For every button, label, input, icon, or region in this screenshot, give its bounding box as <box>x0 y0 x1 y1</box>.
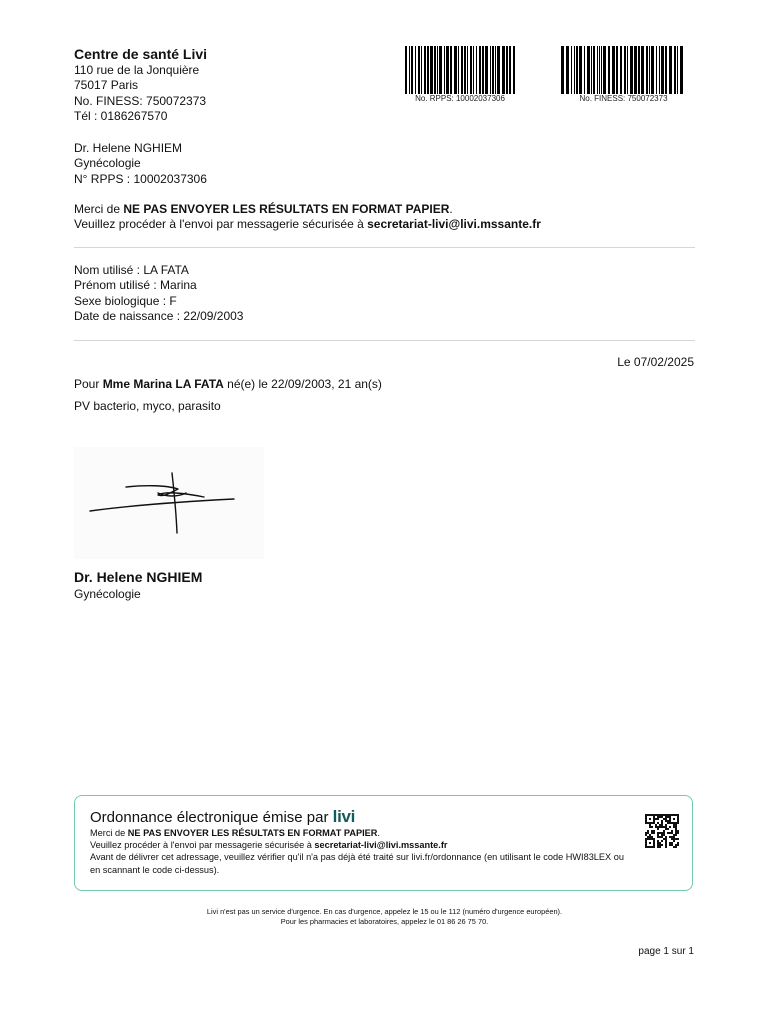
e-prescription-box <box>74 795 693 891</box>
e-prescription-text <box>90 827 690 876</box>
patient-sexe: Sexe biologique : F <box>74 293 177 308</box>
center-address-line2: 75017 Paris <box>74 78 139 93</box>
box-line4: en scannant le code ci-dessus). <box>90 864 220 875</box>
page-number: page 1 sur 1 <box>638 946 694 957</box>
center-name: Centre de santé Livi <box>74 46 208 62</box>
divider-2 <box>74 340 695 341</box>
prescription-pour: Pour <box>74 377 103 391</box>
prescription-patient-name: Mme Marina LA FATA <box>102 377 224 391</box>
prescription-exam: PV bacterio, myco, parasito <box>74 399 221 413</box>
box-line2-prefix: Veuillez procéder à l'envoi par messagerie sécurisée à <box>90 840 315 851</box>
doctor-specialty: Gynécologie <box>74 156 141 171</box>
doctor-name: Dr. Helene NGHIEM <box>74 141 183 155</box>
signature-image <box>74 447 264 559</box>
finess-barcode <box>561 46 686 103</box>
prescription-date: Le 07/02/2025 <box>617 355 694 369</box>
livi-logo: livi <box>332 807 356 826</box>
results-notice <box>74 202 541 233</box>
disclaimer-line2: Pour les pharmacies et laboratoires, appelez le 01 86 26 75 70. <box>280 917 489 926</box>
doctor-header <box>74 141 207 187</box>
finess-barcode-caption: No. FINESS: 750072373 <box>579 94 668 103</box>
notice-strong: NE PAS ENVOYER LES RÉSULTATS EN FORMAT PAPIER <box>123 202 450 216</box>
prescription-patient-details: né(e) le 22/09/2003, 21 an(s) <box>223 377 382 391</box>
center-header <box>74 46 207 124</box>
box-line1-strong: NE PAS ENVOYER LES RÉSULTATS EN FORMAT PAPIER <box>127 828 378 838</box>
box-line1-suffix: . <box>377 828 380 838</box>
notice-suffix: . <box>449 202 453 216</box>
signature-block <box>74 569 202 602</box>
divider-1 <box>74 247 695 248</box>
qr-code <box>645 814 679 848</box>
rpps-barcode <box>405 46 515 103</box>
center-address-line1: 110 rue de la Jonquière <box>74 63 200 77</box>
finess-barcode-bars <box>561 46 686 94</box>
notice-line2: Veuillez procéder à l'envoi par messagerie sécurisée à <box>74 217 368 232</box>
patient-info <box>74 263 243 324</box>
box-line2-email: secretariat-livi@livi.mssante.fr <box>314 840 448 851</box>
doctor-rpps: N° RPPS : 10002037306 <box>74 171 207 186</box>
patient-prenom: Prénom utilisé : Marina <box>74 278 197 293</box>
disclaimer-line1: Livi n'est pas un service d'urgence. En cas d'urgence, appelez le 15 ou le 112 (numéro d'urgence européen). <box>206 907 563 916</box>
signature-name: Dr. Helene NGHIEM <box>74 569 203 585</box>
center-phone: Tél : 0186267570 <box>74 108 168 123</box>
notice-prefix: Merci de <box>74 202 124 216</box>
rpps-barcode-caption: No. RPPS: 10002037306 <box>415 94 505 103</box>
patient-nom: Nom utilisé : LA FATA <box>74 263 189 277</box>
notice-email: secretariat-livi@livi.mssante.fr <box>367 217 541 232</box>
box-line3: Avant de délivrer cet adressage, veuillez vérifier qu'il n'a pas déjà été traité sur livi.fr/ordonnance (en utilisant le code HWI83LEX ou <box>90 852 624 863</box>
e-prescription-title <box>90 807 355 827</box>
patient-naissance: Date de naissance : 22/09/2003 <box>74 308 244 323</box>
e-prescription-title-text: Ordonnance électronique émise par <box>90 809 333 826</box>
signature-specialty: Gynécologie <box>74 587 141 601</box>
center-finess: No. FINESS: 750072373 <box>74 93 207 108</box>
rpps-barcode-bars <box>405 46 515 94</box>
signature-drawing <box>74 447 264 559</box>
box-line1-prefix: Merci de <box>90 828 128 838</box>
prescription-patient-line <box>74 377 382 392</box>
emergency-disclaimer <box>74 907 695 927</box>
